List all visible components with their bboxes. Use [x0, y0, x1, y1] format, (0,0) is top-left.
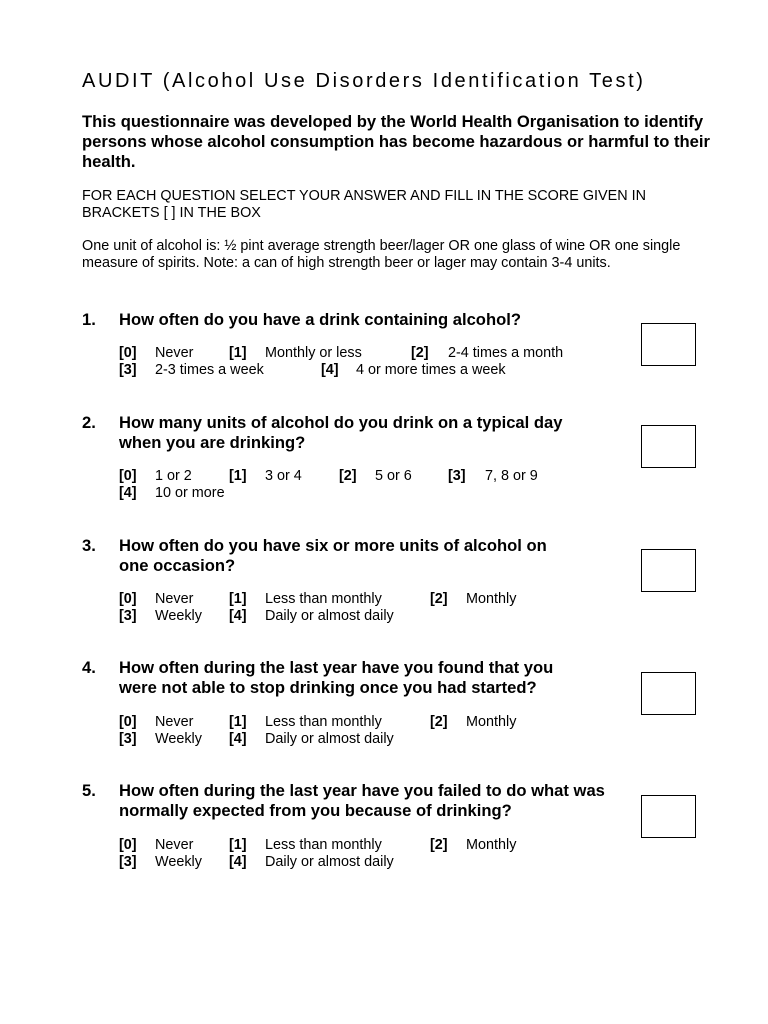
option-label: Less than monthly	[265, 714, 382, 730]
intro-paragraph: This questionnaire was developed by the World Health Organisation to identify persons whose alcohol consumption has become hazardous or harmful to their health.	[82, 112, 710, 171]
answer-option	[119, 468, 192, 485]
answer-option	[339, 468, 412, 485]
answer-option	[119, 362, 264, 379]
score-box-3[interactable]	[641, 549, 696, 592]
answer-option	[430, 837, 517, 854]
score-box-1[interactable]	[641, 323, 696, 366]
question-number: 4.	[82, 658, 96, 677]
score-box-2[interactable]	[641, 425, 696, 468]
option-label: Less than monthly	[265, 837, 382, 853]
option-code: [4]	[229, 608, 247, 624]
answer-option	[119, 854, 202, 871]
answer-option	[430, 591, 517, 608]
option-label: Daily or almost daily	[265, 854, 394, 870]
answer-option	[229, 591, 382, 608]
option-code: [4]	[119, 485, 137, 501]
option-code: [4]	[321, 362, 339, 378]
option-code: [0]	[119, 714, 137, 730]
question-number: 3.	[82, 536, 96, 555]
question-number: 5.	[82, 781, 96, 800]
option-label: Weekly	[155, 608, 202, 624]
option-label: Never	[155, 591, 194, 607]
option-code: [0]	[119, 837, 137, 853]
option-code: [3]	[119, 731, 137, 747]
answer-option	[229, 608, 394, 625]
option-label: 1 or 2	[155, 468, 192, 484]
option-label: 10 or more	[155, 485, 225, 501]
score-box-5[interactable]	[641, 795, 696, 838]
answer-option	[229, 468, 302, 485]
option-label: Monthly	[466, 837, 517, 853]
answer-option	[119, 485, 225, 502]
option-label: 3 or 4	[265, 468, 302, 484]
answer-option	[229, 731, 394, 748]
option-code: [3]	[119, 608, 137, 624]
score-box-4[interactable]	[641, 672, 696, 715]
option-label: 2-4 times a month	[448, 345, 564, 361]
question-text: How often do you have six or more units of alcohol on one occasion?	[119, 536, 547, 575]
option-label: 5 or 6	[375, 468, 412, 484]
question-number: 1.	[82, 310, 96, 329]
answer-option	[119, 608, 202, 625]
option-label: Less than monthly	[265, 591, 382, 607]
option-code: [0]	[119, 591, 137, 607]
answer-option	[119, 345, 194, 362]
option-code: [0]	[119, 468, 137, 484]
answer-option	[229, 854, 394, 871]
option-code: [3]	[119, 362, 137, 378]
unit-note-paragraph: One unit of alcohol is: ½ pint average strength beer/lager OR one glass of wine OR one single measure of spirits. Note: a can of high strength beer or lager may contain 3-4 units.	[82, 238, 681, 271]
page-title: AUDIT (Alcohol Use Disorders Identification Test)	[82, 70, 646, 92]
option-code: [2]	[430, 714, 448, 730]
answer-option	[411, 345, 564, 362]
option-label: Daily or almost daily	[265, 608, 394, 624]
option-code: [2]	[430, 837, 448, 853]
option-label: Never	[155, 837, 194, 853]
option-label: 4 or more times a week	[356, 362, 506, 378]
option-label: 7, 8 or 9	[485, 468, 538, 484]
answer-option	[119, 731, 202, 748]
option-code: [4]	[229, 731, 247, 747]
option-code: [2]	[339, 468, 357, 484]
answer-option	[119, 591, 194, 608]
option-label: Monthly	[466, 591, 517, 607]
option-label: Monthly or less	[265, 345, 362, 361]
option-code: [4]	[229, 854, 247, 870]
option-code: [0]	[119, 345, 137, 361]
instructions-paragraph: FOR EACH QUESTION SELECT YOUR ANSWER AND FILL IN THE SCORE GIVEN IN BRACKETS [ ] IN THE BOX	[82, 188, 647, 221]
option-label: Monthly	[466, 714, 517, 730]
option-label: 2-3 times a week	[155, 362, 264, 378]
option-code: [3]	[119, 854, 137, 870]
option-code: [3]	[448, 468, 466, 484]
answer-option	[321, 362, 506, 379]
question-number: 2.	[82, 413, 96, 432]
answer-option	[119, 837, 194, 854]
question-text: How often do you have a drink containing alcohol?	[119, 310, 521, 329]
option-label: Never	[155, 714, 194, 730]
option-code: [1]	[229, 714, 247, 730]
option-label: Daily or almost daily	[265, 731, 394, 747]
answer-option	[229, 714, 382, 731]
question-text: How often during the last year have you found that you were not able to stop drinking once you had started?	[119, 658, 554, 697]
answer-option	[229, 345, 362, 362]
option-label: Never	[155, 345, 194, 361]
option-code: [2]	[411, 345, 429, 361]
option-label: Weekly	[155, 731, 202, 747]
question-text: How many units of alcohol do you drink on a typical day when you are drinking?	[119, 413, 563, 452]
option-code: [2]	[430, 591, 448, 607]
answer-option	[448, 468, 538, 485]
option-code: [1]	[229, 837, 247, 853]
option-code: [1]	[229, 591, 247, 607]
answer-option	[119, 714, 194, 731]
option-code: [1]	[229, 468, 247, 484]
option-code: [1]	[229, 345, 247, 361]
option-label: Weekly	[155, 854, 202, 870]
question-text: How often during the last year have you failed to do what was normally expected from you because of drinking?	[119, 781, 605, 820]
answer-option	[229, 837, 382, 854]
answer-option	[430, 714, 517, 731]
